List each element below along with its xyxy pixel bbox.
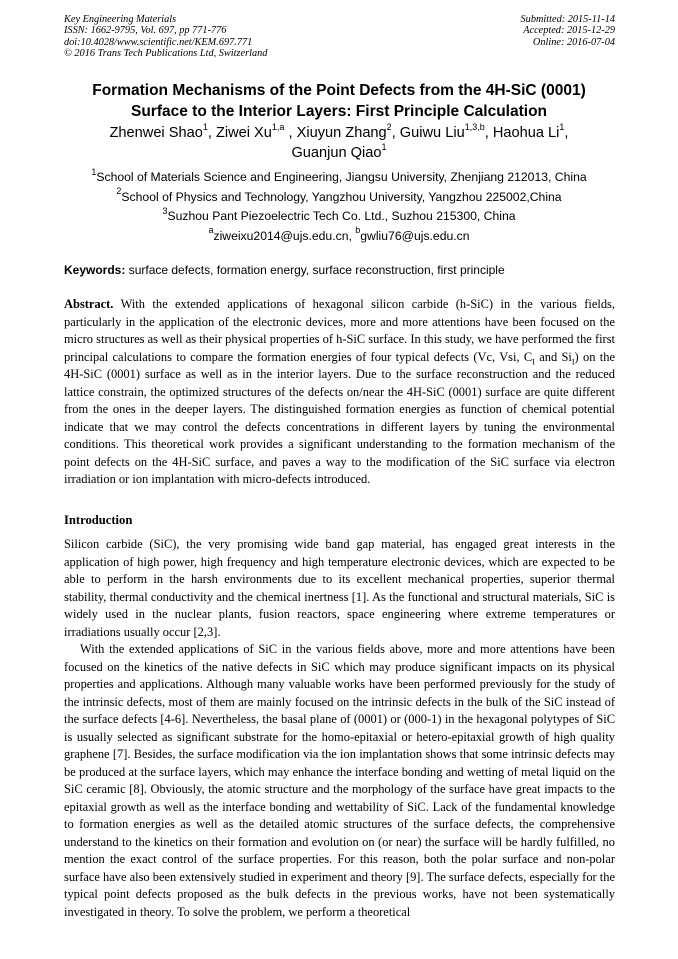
introduction-body — [64, 536, 615, 921]
affiliations — [40, 168, 638, 246]
keywords — [64, 262, 619, 278]
abstract: Abstract. With the extended applications of hexagonal silicon carbide (h-SiC) in the various fields, particularly in the application of the electronic devices, more and more attentions have been focused on the micro structures as well as their physical properties of h-SiC surface. In this study, we have performed the first principal calculations to compare the formation energies of four typical defects (Vc, Vsi, $C_I$ and $Si_I$) on the 4H-SiC (0001) surface as well as in the interior layers. Due to the surface reconstruction and the reduced lattice constrain, the optimized structures of the defects on/near the 4H-SiC (0001) surface are quite different from the ones in the deeper layers. The distinguished formation energies as function of chemical potential indicate that we may control the defects concentrations in different layers by tuning the environmental conditions. This theoretical work provides a significant understanding to the formation mechanism of the point defects on the 4H-SiC surface, and paves a way to the modification of the SiC surface via electron irradiation or ion implantation with micro-defects introduced. — [64, 297, 615, 486]
paragraph: Silicon carbide (SiC), the very promising wide band gap material, has engaged great interests in the application of high power, high frequency and high temperature electronic devices, which are expected to be able to perform in the harsh environments due to its excellent mechanical properties, superior thermal stability, thermal conductivity and the chemical inertness [1]. As the functional and structural materials, SiC is widely used in the nuclear plants, fusion reactors, space engineering where extreme temperatures or irradiations usually occur [2,3]. — [64, 537, 615, 639]
journal-doi[interactable]: doi:10.4028/www.scientific.net/KEM.697.771 — [64, 36, 253, 48]
publication-dates — [395, 14, 615, 48]
paper-title — [40, 81, 638, 122]
journal-copyright: © 2016 Trans Tech Publications Ltd, Switzerland — [64, 48, 268, 60]
author-list — [40, 124, 638, 163]
author: Guanjun Qiao$^1$ — [291, 141, 387, 161]
introduction-heading: Introduction — [64, 513, 133, 527]
email-a[interactable]: ziweixu2014@ujs.edu.cn, — [213, 228, 356, 243]
title-line-1: Formation Mechanisms of the Point Defects from the 4H-SiC (0001) — [92, 82, 586, 99]
title-line-2: Surface to the Interior Layers: First Principle Calculation — [130, 102, 548, 120]
author: Haohua Li$^1$, — [492, 122, 569, 141]
author-emails: $^a$ziweixu2014@ujs.edu.cn, $^b$gwliu76@ujs.edu.cn — [208, 225, 470, 243]
email-b[interactable]: gwliu76@ujs.edu.cn — [360, 228, 470, 243]
keywords-label: Keywords: — [64, 263, 126, 277]
author: Zhenwei Shao$^1$, — [109, 122, 216, 141]
journal-issn: ISSN: 1662-9795, Vol. 697, pp 771-776 — [64, 25, 227, 37]
online-date: Online: 2016-07-04 — [532, 36, 615, 48]
keywords-text: surface defects, formation energy, surface reconstruction, first principle — [125, 263, 505, 277]
author: Ziwei Xu$^{1,a}$ , — [215, 122, 297, 141]
affiliation-2: $^2$School of Physics and Technology, Yangzhou University, Yangzhou 225002,China — [116, 186, 562, 204]
author: Xiuyun Zhang$^2$, — [296, 122, 400, 141]
affiliation-3: $^3$Suzhou Pant Piezoelectric Tech Co. Ltd., Suzhou 215300, China — [162, 205, 516, 223]
submitted-date: Submitted: 2015-11-14 — [520, 14, 615, 25]
affiliation-1: $^1$School of Materials Science and Engineering, Jiangsu University, Zhenjiang 212013, China — [91, 166, 587, 184]
abstract-label: Abstract. — [64, 297, 114, 311]
journal-info — [64, 14, 384, 60]
accepted-date: Accepted: 2015-12-29 — [523, 25, 615, 37]
paragraph: With the extended applications of SiC in the various fields above, more and more attentions have been focused on the kinetics of the native defects in SiC which may produce significant impacts on its physical properties and applications. Although many valuable works have been performed previously for the study of the intrinsic defects, most of them are mainly focused on the intrinsic defects in the bulk of the SiC instead of the surface defects [4-6]. Nevertheless, the basal plane of (0001) or (000-1) in the hexagonal polytypes of SiC is usually selected as significant substrate for the homo-epitaxial or hetero-epitaxial growth of high quality graphene [7]. Besides, the surface modification via the ion implantation shows that some intrinsic defects may be produced at the surface layers, which may enhance the interface bonding and wetting of metal liquid on the SiC ceramic [8]. Obviously, the atomic structure and the morphology of the surface have great impacts to the epitaxial growth as well as the interface bonding and wettability of SiC. Lack of the fundamental knowledge to formation energies as well as the detailed atomic structures of the surface defects, the comprehensive understand to the kinetics on their formation and evolution on (or near) the surface will be hardly fulfilled, no mention the exact control of the surface properties. For this reason, both the polar surface and non-polar surface have also been extensively studied in experiment and theory [9]. The surface defects, especially for the typical point defects proposed as the bulk defects in the previous works, have not been systematically investigated in theory. To solve the problem, we perform a theoretical — [64, 642, 615, 919]
author: Guiwu Liu$^{1,3,b}$, — [399, 122, 493, 141]
journal-name: Key Engineering Materials — [64, 14, 177, 25]
